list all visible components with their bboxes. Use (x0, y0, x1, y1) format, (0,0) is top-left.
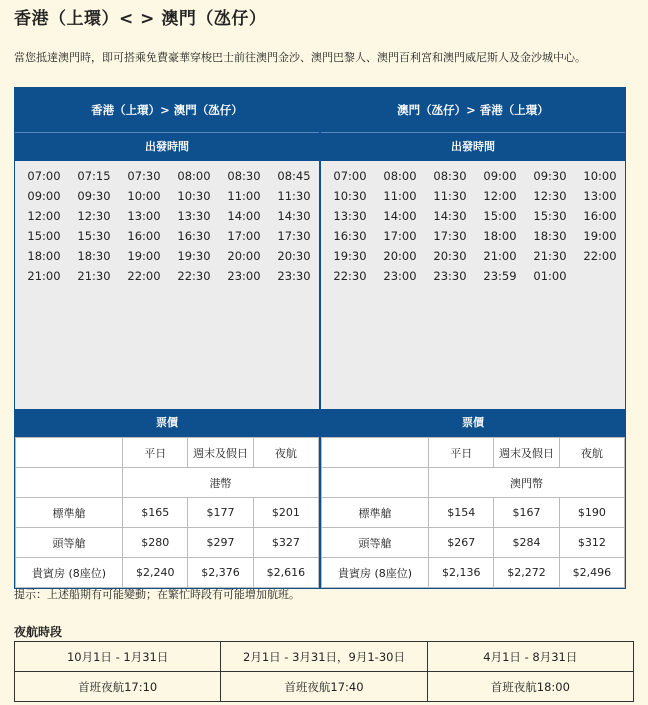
departure-time: 21:30 (77, 269, 111, 283)
departure-time: 16:00 (127, 229, 161, 243)
departure-time: 13:30 (177, 209, 211, 223)
departure-time: 20:30 (433, 249, 467, 263)
fare-table-corner (16, 438, 123, 468)
departure-time: 13:30 (333, 209, 367, 223)
departure-time: 10:30 (177, 189, 211, 203)
fare-table-hk (15, 437, 319, 588)
table-row (322, 498, 625, 528)
cabin-class: 標準艙 (322, 498, 429, 528)
departure-time: 11:00 (227, 189, 261, 203)
route-header-hk-to-macau: 香港（上環）> 澳門（氹仔） (15, 88, 319, 132)
col-weekday: 平日 (123, 438, 188, 468)
departure-time: 13:00 (127, 209, 161, 223)
departure-time: 18:00 (27, 249, 61, 263)
departure-time: 16:00 (583, 209, 617, 223)
fares-macau (319, 409, 625, 588)
fare-cell: $167 (494, 498, 559, 528)
table-row (16, 558, 319, 588)
departure-time: 23:30 (277, 269, 311, 283)
departure-time: 14:00 (227, 209, 261, 223)
fare-cell: $297 (188, 528, 253, 558)
currency-label: 澳門幣 (429, 468, 625, 498)
departure-time: 12:00 (27, 209, 61, 223)
departure-time: 15:00 (27, 229, 61, 243)
departure-time: 07:00 (333, 169, 367, 183)
departure-time: 09:00 (483, 169, 517, 183)
departure-time: 11:00 (383, 189, 417, 203)
departure-time: 20:30 (277, 249, 311, 263)
departure-time-header: 出發時間 (15, 132, 319, 161)
departure-time: 08:00 (383, 169, 417, 183)
fare-table-corner (322, 438, 429, 468)
fare-cell: $165 (123, 498, 188, 528)
departure-time: 18:30 (77, 249, 111, 263)
departure-time: 21:30 (533, 249, 567, 263)
departure-time: 10:00 (583, 169, 617, 183)
col-night: 夜航 (559, 438, 624, 468)
table-row (15, 642, 634, 672)
schedule-note: 提示：上述船期有可能變動；在繁忙時段有可能增加航班。 (14, 588, 300, 601)
table-row (322, 528, 625, 558)
fare-header: 票價 (15, 409, 319, 437)
fares-hk (15, 409, 319, 588)
col-night: 夜航 (253, 438, 318, 468)
fare-cell: $2,272 (494, 558, 559, 588)
departure-times-hk-to-macau (15, 161, 319, 409)
departure-time: 18:00 (483, 229, 517, 243)
fare-cell: $2,616 (253, 558, 318, 588)
schedule-hk-to-macau (15, 88, 319, 409)
departure-time: 23:59 (483, 269, 517, 283)
fare-cell: $201 (253, 498, 318, 528)
table-row (16, 528, 319, 558)
fare-cell: $267 (429, 528, 494, 558)
fare-cell: $280 (123, 528, 188, 558)
departure-time: 13:00 (583, 189, 617, 203)
col-weekend-holiday: 週末及假日 (188, 438, 253, 468)
departure-time: 19:30 (333, 249, 367, 263)
departure-time: 17:30 (433, 229, 467, 243)
night-period: 2月1日 - 3月31日，9月1-30日 (221, 642, 427, 672)
ferry-schedule (14, 87, 626, 589)
departure-time: 23:30 (433, 269, 467, 283)
fare-header: 票價 (321, 409, 625, 437)
departure-time: 07:00 (27, 169, 61, 183)
departure-time: 12:30 (533, 189, 567, 203)
departure-time: 12:30 (77, 209, 111, 223)
departure-time: 17:00 (383, 229, 417, 243)
cabin-class: 貴賓房 (8座位) (16, 558, 123, 588)
departure-time: 19:30 (177, 249, 211, 263)
departure-time: 08:30 (433, 169, 467, 183)
fare-cell: $2,376 (188, 558, 253, 588)
departure-time: 21:00 (27, 269, 61, 283)
departure-time: 23:00 (383, 269, 417, 283)
fare-cell: $2,240 (123, 558, 188, 588)
table-row (16, 498, 319, 528)
fare-table-macau (321, 437, 625, 588)
departure-time: 07:30 (127, 169, 161, 183)
departure-time: 15:30 (533, 209, 567, 223)
fare-cell: $312 (559, 528, 624, 558)
departure-time: 09:00 (27, 189, 61, 203)
departure-time: 22:00 (127, 269, 161, 283)
departure-time: 16:30 (177, 229, 211, 243)
departure-time: 22:30 (177, 269, 211, 283)
departure-time: 10:00 (127, 189, 161, 203)
currency-label: 港幣 (123, 468, 319, 498)
first-night-sailing: 首班夜航18:00 (427, 672, 633, 702)
departure-time: 15:30 (77, 229, 111, 243)
fare-cell: $2,136 (429, 558, 494, 588)
fare-table-corner (322, 468, 429, 498)
fare-cell: $2,496 (559, 558, 624, 588)
departure-time: 21:00 (483, 249, 517, 263)
departure-time: 10:30 (333, 189, 367, 203)
fare-cell: $284 (494, 528, 559, 558)
night-sailing-table (14, 641, 634, 702)
departure-time: 09:30 (77, 189, 111, 203)
departure-time: 14:30 (433, 209, 467, 223)
col-weekday: 平日 (429, 438, 494, 468)
cabin-class: 頭等艙 (16, 528, 123, 558)
departure-time: 15:00 (483, 209, 517, 223)
table-row (322, 558, 625, 588)
night-sailing-title: 夜航時段 (14, 625, 63, 639)
table-row (15, 672, 634, 702)
night-period: 10月1日 - 1月31日 (15, 642, 221, 672)
departure-time: 08:45 (277, 169, 311, 183)
departure-time: 14:30 (277, 209, 311, 223)
cabin-class: 頭等艙 (322, 528, 429, 558)
departure-time: 22:30 (333, 269, 367, 283)
departure-time-header: 出發時間 (321, 132, 625, 161)
fare-cell: $177 (188, 498, 253, 528)
departure-time: 19:00 (583, 229, 617, 243)
page-title: 香港（上環）< > 澳門（氹仔） (14, 9, 267, 29)
departure-time: 11:30 (277, 189, 311, 203)
cabin-class: 標準艙 (16, 498, 123, 528)
departure-time: 22:00 (583, 249, 617, 263)
departure-time: 11:30 (433, 189, 467, 203)
fare-cell: $190 (559, 498, 624, 528)
first-night-sailing: 首班夜航17:10 (15, 672, 221, 702)
departure-time: 20:00 (383, 249, 417, 263)
departure-time: 23:00 (227, 269, 261, 283)
departure-time: 20:00 (227, 249, 261, 263)
first-night-sailing: 首班夜航17:40 (221, 672, 427, 702)
departure-time: 01:00 (533, 269, 567, 283)
departure-time: 19:00 (127, 249, 161, 263)
fare-table-corner (16, 468, 123, 498)
cabin-class: 貴賓房 (8座位) (322, 558, 429, 588)
departure-time: 14:00 (383, 209, 417, 223)
departure-time: 17:00 (227, 229, 261, 243)
departure-time: 12:00 (483, 189, 517, 203)
departure-time: 08:30 (227, 169, 261, 183)
departure-time: 17:30 (277, 229, 311, 243)
departure-time: 09:30 (533, 169, 567, 183)
departure-times-macau-to-hk (321, 161, 625, 409)
departure-time: 07:15 (77, 169, 111, 183)
route-header-macau-to-hk: 澳門（氹仔）> 香港（上環） (321, 88, 625, 132)
col-weekend-holiday: 週末及假日 (494, 438, 559, 468)
intro-text: 當您抵達澳門時，即可搭乘免費豪華穿梭巴士前往澳門金沙、澳門巴黎人、澳門百利宮和澳門威尼斯人及金沙城中心。 (14, 51, 586, 64)
schedule-macau-to-hk (319, 88, 625, 409)
departure-time: 16:30 (333, 229, 367, 243)
fare-cell: $327 (253, 528, 318, 558)
departure-time: 08:00 (177, 169, 211, 183)
fare-cell: $154 (429, 498, 494, 528)
night-period: 4月1日 - 8月31日 (427, 642, 633, 672)
departure-time: 18:30 (533, 229, 567, 243)
